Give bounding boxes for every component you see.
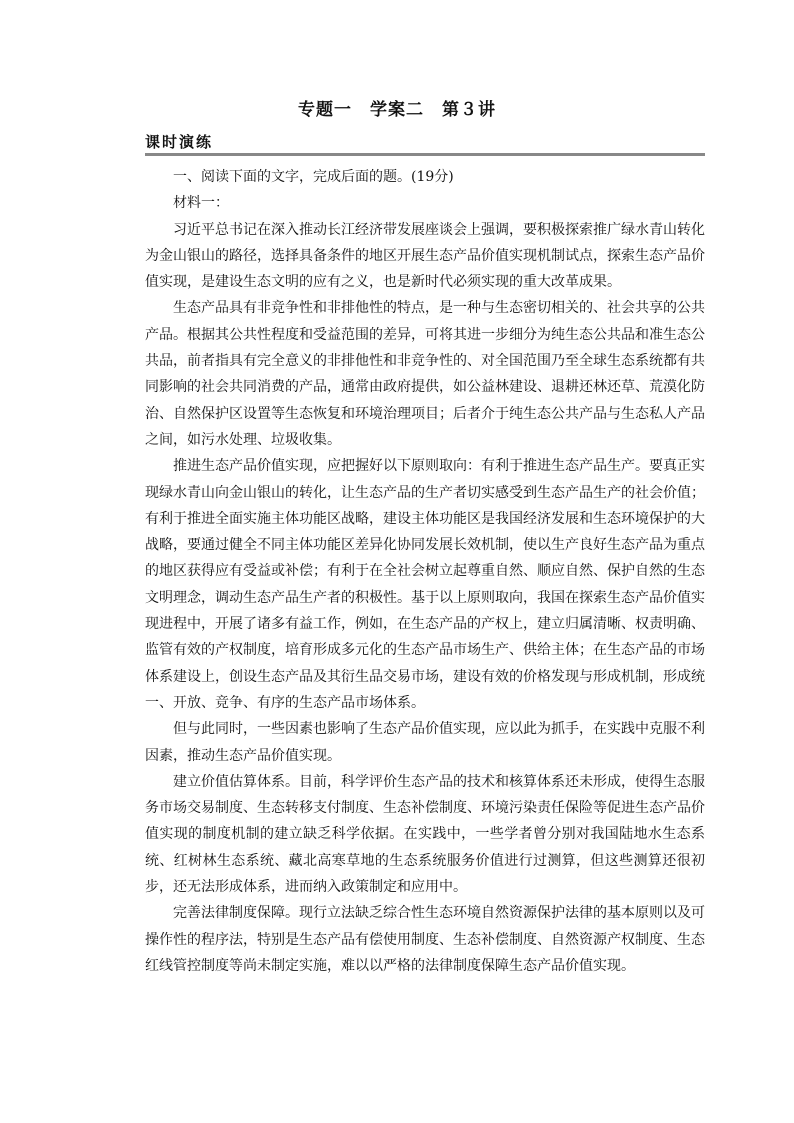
header-divider <box>145 153 705 156</box>
section-label: 课时演练 <box>145 133 214 151</box>
paragraph-4: 但与此同时，一些因素也影响了生态产品价值实现，应以此为抓手，在实践中克服不利因素，推动生态产品价值实现。 <box>145 721 705 764</box>
material-label: 材料一： <box>173 195 229 212</box>
question-intro: 一、阅读下面的文字，完成后面的题。(19分) <box>173 169 454 185</box>
page-title: 专题一 学案二 第３讲 <box>298 100 496 120</box>
document-body <box>145 164 705 979</box>
paragraph-3: 推进生态产品价值实现，应把握好以下原则取向：有利于推进生态产品生产。要真正实现绿水青山向金山银山的转化，让生态产品的生产者切实感受到生态产品生产的社会价值；有利于推进全面实施主体功能区战略，建设主体功能区是我国经济发展和生态环境保护的大战略，要通过健全不同主体功能区差异化协同发展长效机制，使以生产良好生态产品为重点的地区获得应有受益或补偿；有利于在全社会树立起尊重自然、顺应自然、保护自然的生态文明理念，调动生态产品生产者的积极性。基于以上原则取向，我国在探索生态产品价值实现进程中，开展了诸多有益工作，例如，在生态产品的产权上，建立归属清晰、权责明确、监管有效的产权制度，培育形成多元化的生态产品市场生产、供给主体；在生态产品的市场体系建设上，创设生态产品及其衍生品交易市场，建设有效的价格发现与形成机制，形成统一、开放、竞争、有序的生态产品市场体系。 <box>145 458 705 711</box>
paragraph-6: 完善法律制度保障。现行立法缺乏综合性生态环境自然资源保护法律的基本原则以及可操作性的程序法，特别是生态产品有偿使用制度、生态补偿制度、自然资源产权制度、生态红线管控制度等尚未制定实施，难以以严格的法律制度保障生态产品价值实现。 <box>145 905 705 974</box>
paragraph-1: 习近平总书记在深入推动长江经济带发展座谈会上强调，要积极探索推广绿水青山转化为金山银山的路径，选择具备条件的地区开展生态产品价值实现机制试点，探索生态产品价值实现，是建设生态文明的应有之义，也是新时代必须实现的重大改革成果。 <box>145 221 705 291</box>
paragraph-2: 生态产品具有非竞争性和非排他性的特点，是一种与生态密切相关的、社会共享的公共产品。根据其公共性程度和受益范围的差异，可将其进一步细分为纯生态公共品和准生态公共品，前者指具有完全意义的非排他性和非竞争性的、对全国范围乃至全球生态系统都有共同影响的社会共同消费的产品，通常由政府提供，如公益林建设、退耕还林还草、荒漠化防治、自然保护区设置等生态恢复和环境治理项目；后者介于纯生态公共产品与生态私人产品之间，如污水处理、垃圾收集。 <box>145 300 705 448</box>
paragraph-5: 建立价值估算体系。目前，科学评价生态产品的技术和核算体系还未形成，使得生态服务市场交易制度、生态转移支付制度、生态补偿制度、环境污染责任保险等促进生态产品价值实现的制度机制的建立缺乏科学依据。在实践中，一些学者曾分别对我国陆地水生态系统、红树林生态系统、藏北高寒草地的生态系统服务价值进行过测算，但这些测算还很初步，还无法形成体系，进而纳入政策制定和应用中。 <box>145 773 705 896</box>
